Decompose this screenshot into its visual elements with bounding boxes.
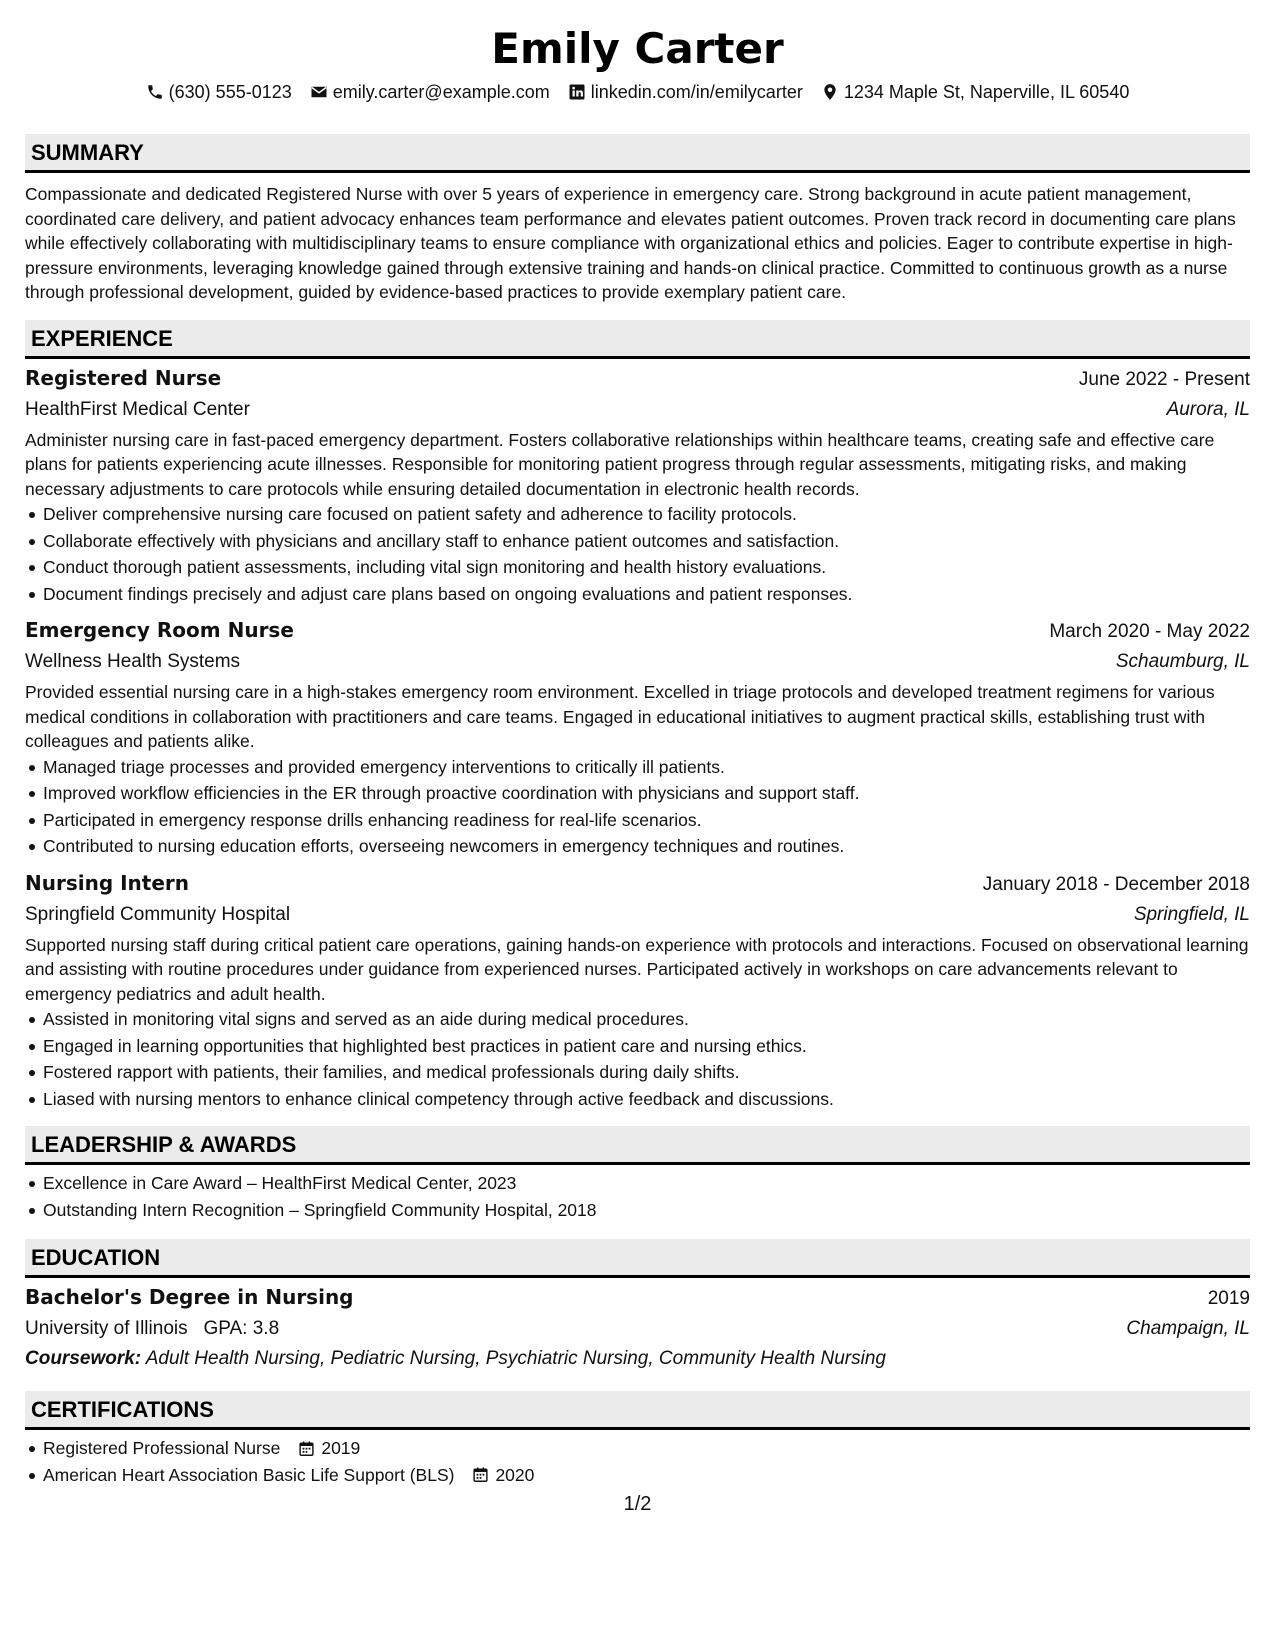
summary-heading: SUMMARY (25, 134, 1250, 173)
job-title: Nursing Intern (25, 870, 190, 895)
degree-title: Bachelor's Degree in Nursing (25, 1285, 354, 1309)
certifications-heading: CERTIFICATIONS (25, 1391, 1250, 1430)
summary-text: Compassionate and dedicated Registered Nurse with over 5 years of experience in emergency care. Strong background in acute patient management, coordinated care delivery, and patient advocacy enhances team performance and elevates patient outcomes. Proven track record in documenting care plans while effectively collaborating with multidisciplinary teams to ensure compliance with organizational ethics and policies. Eager to contribute expertise in high-pressure environments, leveraging knowledge gained through extensive training and hands-on clinical practice. Committed to continuous growth as a nurse through professional development, guided by evidence-based practices to provide exemplary patient care. (25, 184, 1236, 302)
job-location: Schaumburg, IL (1115, 651, 1250, 672)
phone-text: (630) 555-0123 (168, 82, 292, 102)
envelope-icon (310, 83, 328, 101)
list-item: Document findings precisely and adjust care plans based on ongoing evaluations and patient responses. (43, 581, 1250, 608)
list-item: Collaborate effectively with physicians and ancillary staff to enhance patient outcomes and satisfaction. (43, 528, 1250, 555)
job-dates: March 2020 - May 2022 (1049, 621, 1250, 642)
job-entry (25, 615, 1250, 860)
job-entry (25, 868, 1250, 1113)
list-item: Participated in emergency response drills enhancing readiness for real-life scenarios. (43, 807, 1250, 834)
job-description: Provided essential nursing care in a high-stakes emergency room environment. Excelled in triage protocols and developed treatment regimens for various medical conditions in collaboration with practitioners and care teams. Engaged in educational initiatives to augment practical skills, establishing trust with colleagues and patients alike. (25, 682, 1215, 751)
calendar-icon (298, 1440, 315, 1457)
job-organization: Springfield Community Hospital (25, 903, 291, 925)
contact-linkedin[interactable] (568, 80, 803, 104)
job-location: Aurora, IL (1166, 398, 1250, 420)
education-heading: EDUCATION (25, 1239, 1250, 1278)
coursework-text: Adult Health Nursing, Pediatric Nursing, Psychiatric Nursing, Community Health Nursing (145, 1348, 886, 1369)
list-item: Contributed to nursing education efforts, overseeing newcomers in emergency techniques and routines. (43, 833, 1250, 860)
calendar-icon (472, 1466, 489, 1483)
list-item (43, 1462, 1250, 1489)
contact-bar (25, 80, 1250, 104)
cert-name: Registered Professional Nurse (43, 1438, 281, 1458)
contact-phone (146, 80, 292, 104)
school-location: Champaign, IL (1126, 1318, 1250, 1339)
school-line (25, 1314, 279, 1344)
linkedin-link[interactable]: linkedin.com/in/emilycarter (590, 82, 803, 102)
job-bullets (25, 754, 1250, 860)
page-number: 1/2 (623, 1493, 652, 1515)
list-item: Outstanding Intern Recognition – Springfield Community Hospital, 2018 (43, 1197, 1250, 1224)
awards-list (25, 1170, 1250, 1223)
list-item: Fostered rapport with patients, their families, and medical professionals during daily shifts. (43, 1059, 1250, 1086)
list-item: Excellence in Care Award – HealthFirst Medical Center, 2023 (43, 1170, 1250, 1197)
job-title: Registered Nurse (25, 365, 222, 390)
address-text: 1234 Maple St, Naperville, IL 60540 (843, 82, 1130, 102)
cert-year: 2019 (321, 1438, 361, 1458)
job-bullets (25, 501, 1250, 607)
job-bullets (25, 1006, 1250, 1112)
coursework-line (25, 1344, 1250, 1374)
experience-heading: EXPERIENCE (25, 320, 1250, 359)
awards-heading: LEADERSHIP & AWARDS (25, 1126, 1250, 1165)
job-description: Administer nursing care in fast-paced emergency department. Fosters collaborative relationships within healthcare teams, creating safe and effective care plans for patients experiencing acute illnesses. Responsible for monitoring patient progress through regular assessments, mitigating risks, and making necessary adjustments to care protocols while ensuring detailed documentation in electronic health records. (25, 429, 1215, 499)
job-entry (25, 363, 1250, 608)
certifications-list (25, 1435, 1250, 1488)
cert-name: American Heart Association Basic Life Support (BLS) (43, 1464, 455, 1485)
list-item: Conduct thorough patient assessments, including vital sign monitoring and health history evaluations. (43, 554, 1250, 581)
job-title: Emergency Room Nurse (25, 618, 294, 642)
job-location: Springfield, IL (1133, 903, 1250, 925)
school-name: University of Illinois (25, 1318, 188, 1339)
list-item: Liased with nursing mentors to enhance clinical competency through active feedback and discussions. (43, 1086, 1250, 1113)
email-link[interactable]: emily.carter@example.com (332, 82, 550, 102)
resume-page (25, 0, 1250, 1488)
map-pin-icon (821, 83, 839, 101)
phone-icon (146, 83, 164, 101)
list-item (43, 1435, 1250, 1462)
contact-address (821, 80, 1130, 104)
list-item: Assisted in monitoring vital signs and served as an aide during medical procedures. (43, 1006, 1250, 1033)
gpa-text: GPA: 3.8 (203, 1318, 280, 1339)
list-item: Deliver comprehensive nursing care focused on patient safety and adherence to facility protocols. (43, 501, 1250, 528)
job-dates: January 2018 - December 2018 (982, 873, 1250, 895)
degree-year: 2019 (1207, 1288, 1250, 1309)
cert-year: 2020 (495, 1464, 535, 1485)
education-entry (25, 1282, 1250, 1374)
job-description: Supported nursing staff during critical patient care operations, gaining hands-on experience with protocols and interactions. Focused on observational learning and assisting with routine procedures under guidance from experienced nurses. Participated actively in workshops on care advancements relevant to emergency pediatrics and adult health. (25, 934, 1249, 1004)
candidate-name: Emily Carter (491, 24, 784, 73)
list-item: Improved workflow efficiencies in the ER through proactive coordination with physicians and support staff. (43, 780, 1250, 807)
list-item: Engaged in learning opportunities that highlighted best practices in patient care and nursing ethics. (43, 1033, 1250, 1060)
contact-email[interactable] (310, 80, 550, 104)
job-organization: Wellness Health Systems (25, 651, 241, 672)
job-organization: HealthFirst Medical Center (25, 398, 250, 420)
list-item: Managed triage processes and provided emergency interventions to critically ill patients. (43, 754, 1250, 781)
job-dates: June 2022 - Present (1078, 368, 1250, 390)
linkedin-icon (568, 83, 586, 101)
coursework-label: Coursework: (25, 1348, 142, 1369)
